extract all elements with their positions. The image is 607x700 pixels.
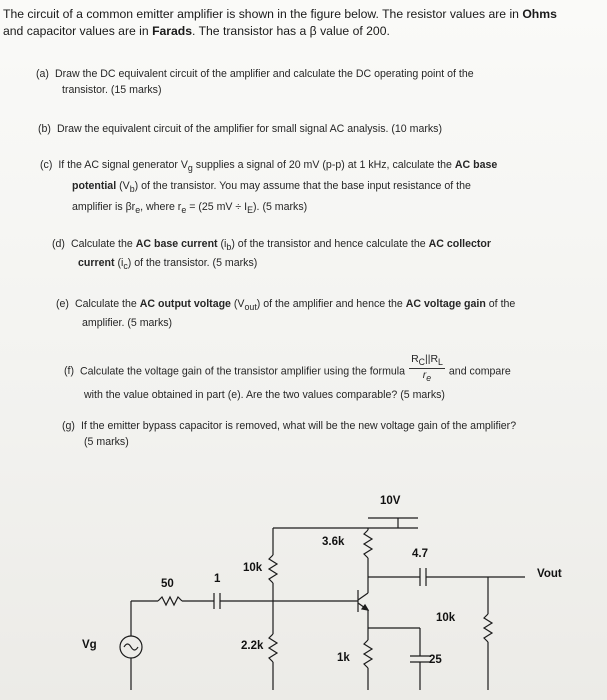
question-b-tag: (b) (38, 123, 51, 135)
r1-label: 10k (243, 562, 263, 574)
intro-bold-ohms: Ohms (522, 7, 557, 21)
question-e-text: of the (485, 298, 516, 310)
question-f-text: with the value obtained in part (e). Are the two values comparable? (5 marks) (84, 389, 445, 402)
question-c-text: = (25 mV ÷ I (186, 201, 248, 214)
question-c-text: ) of the transistor. You may assume that the base input resistance of the (134, 180, 471, 193)
question-d-text: ) of the transistor and hence calculate the (231, 238, 429, 250)
question-c-sub: b (129, 184, 135, 195)
question-g-text: If the emitter bypass capacitor is removed, what will be the new voltage gain of the amplifier? (80, 420, 517, 432)
cin-label: 1 (214, 573, 221, 585)
question-c-sub: E (247, 205, 254, 216)
formula-sub: C (418, 357, 425, 368)
intro-text: and capacitor values are in (3, 24, 153, 38)
rc-label: 3.6k (322, 536, 345, 548)
question-e-bold: AC output voltage (139, 298, 231, 310)
question-d-bold: AC collector (428, 238, 492, 250)
formula-parallel: ||R (424, 353, 439, 365)
emitter-network (364, 628, 430, 690)
question-a-text: transistor. (15 marks) (62, 84, 162, 96)
question-c-sub: e (181, 205, 187, 216)
cout-label: 4.7 (412, 548, 428, 560)
question-a-text: Draw the DC equivalent circuit of the amplifier and calculate the DC operating point of the (54, 68, 474, 80)
question-c-text: , where r (140, 201, 182, 214)
question-c-tag: (c) (40, 159, 53, 171)
question-c-text: amplifier is βr (72, 201, 136, 214)
question-d-text: Calculate the (70, 238, 136, 250)
question-e-text: (V (230, 298, 245, 310)
question-e-text: Calculate the (74, 298, 140, 310)
question-e-sub: out (244, 302, 257, 313)
question-c-text: If the AC signal generator V (58, 159, 188, 171)
question-e-tag: (e) (56, 298, 69, 310)
collector-output-line (368, 568, 525, 690)
ce-label: 25 (429, 654, 442, 666)
question-f-text: and compare (448, 365, 511, 378)
question-c-bold: AC base (454, 159, 498, 171)
question-c-text: supplies a signal of 20 mV (p-p) at 1 kHz, calculate the (192, 159, 455, 171)
question-c-sub: g (187, 163, 193, 174)
question-e-text: amplifier. (5 marks) (82, 317, 173, 330)
question-d-sub: b (226, 242, 232, 253)
question-e-text: ) of the amplifier and hence the (256, 298, 406, 310)
question-d-tag: (d) (52, 238, 65, 250)
vcc-label: 10V (380, 495, 401, 507)
question-d-bold: current (78, 257, 115, 270)
question-f-text: Calculate the voltage gain of the transistor amplifier using the formula (80, 365, 406, 378)
question-d-text: (i (114, 257, 124, 270)
question-c-text: ). (5 marks) (253, 201, 308, 214)
r1-resistor (269, 528, 277, 625)
r2-resistor (269, 625, 277, 690)
intro-text: The circuit of a common emitter amplifier is shown in the figure below. The resistor values are in (3, 7, 523, 21)
question-g-text: (5 marks) (84, 436, 129, 448)
intro-text: . The transistor has a β value of 200. (192, 24, 390, 38)
question-c-text: (V (116, 180, 130, 193)
vout-label: Vout (537, 568, 562, 580)
vcc-rail (273, 518, 418, 528)
intro-bold-farads: Farads (152, 24, 193, 38)
question-d-sub: c (123, 261, 128, 272)
question-c-sub: e (135, 205, 141, 216)
formula-r: r (422, 369, 427, 382)
npn-transistor (273, 577, 368, 628)
question-g-tag: (g) (62, 420, 75, 432)
question-e-bold: AC voltage gain (405, 298, 486, 310)
formula-sub: L (438, 357, 443, 368)
question-a-tag: (a) (36, 68, 49, 80)
formula-r: R (411, 353, 419, 365)
r2-label: 2.2k (241, 640, 264, 652)
question-f-tag: (f) (64, 365, 74, 378)
question-b-text: Draw the equivalent circuit of the amplifier for small signal AC analysis. (10 marks) (56, 123, 443, 135)
rs-label: 50 (161, 578, 174, 590)
question-d-text: ) of the transistor. (5 marks) (127, 257, 258, 270)
rc-resistor (364, 528, 372, 577)
rl-label: 10k (436, 612, 456, 624)
question-d-text: (i (217, 238, 227, 250)
question-d-bold: AC base current (135, 238, 218, 250)
question-c-bold: potential (72, 180, 117, 193)
re-label: 1k (337, 652, 350, 664)
formula-sub: e (426, 373, 432, 384)
vg-label: Vg (82, 639, 97, 651)
